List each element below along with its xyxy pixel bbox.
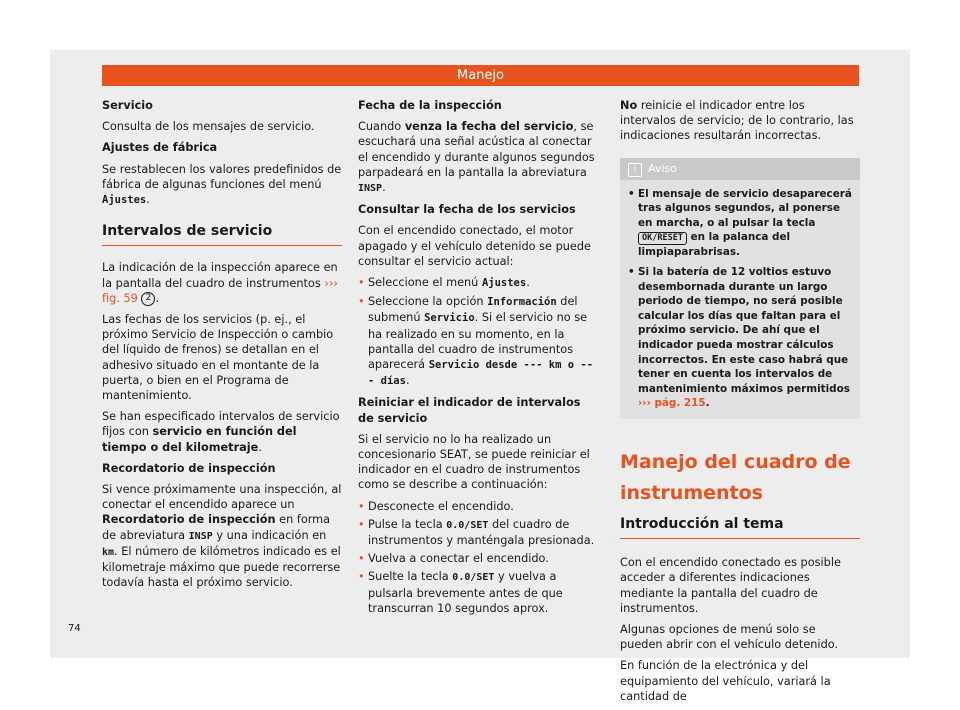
ok-reset-key-icon: OK/RESET [638,232,687,245]
column-left [102,98,342,596]
figure-callout-number: 2 [141,292,155,306]
bullet-icon: • [358,517,365,531]
set-key-icon: 0.0/SET [446,519,489,531]
list-item: • Seleccione el menú Ajustes. [358,276,530,290]
bullet-icon: • [358,499,365,513]
reiniciar-heading: Reiniciar el indicador de intervalos de servicio [358,396,581,425]
section-heading-introduccion: Introducción al tema [620,517,860,539]
km-icon: km [102,546,115,558]
servicio-heading: Servicio [102,99,153,112]
set-key-icon: 0.0/SET [452,572,495,584]
fig-link[interactable]: ››› fig. 59 [102,276,338,305]
list-item: • Seleccione la opción Información del submenú Servicio. Si el servicio no se ha realizado en su momento, en la pantalla del cuadro de instrumentos aparecerá Servicio desde --- km o --- días. [358,295,594,388]
intervalos-paragraph-1: La indicación de la inspección aparece en la pantalla del cuadro de instrumentos ››› fig. 59 2 . [102,261,338,305]
intervalos-paragraph-3: Se han especificado intervalos de servicio fijos con servicio en función del tiempo o del kilometraje. [102,410,340,454]
aviso-body [620,180,860,419]
intro-paragraph-2: Algunas opciones de menú solo se pueden abrir con el vehículo detenido. [620,622,839,652]
column-right [620,98,860,710]
list-item: • Pulse la tecla 0.0/SET del cuadro de instrumentos y manténgala presionada. [358,517,595,548]
column-middle [358,98,598,619]
chapter-title: Manejo del cuadro de instrumentos [620,450,851,504]
intro-paragraph-3: En función de la electrónica y del equipamiento del vehículo, variará la cantidad de [620,659,831,703]
consultar-heading: Consultar la fecha de los servicios [358,203,576,217]
fecha-heading: Fecha de la inspección [358,99,502,112]
list-item: • Si la batería de 12 voltios estuvo desembornada durante un largo periodo de tiempo, no será posible calcular los días que faltan para el próximo servicio. De ahí que el indicador pueda mostrar cálculos incorrectos. En este caso habrá que tener en cuenta los intervalos de mantenimiento máximos permitidos ››› pág. 215. [628,265,850,410]
list-item: • Suelte la tecla 0.0/SET y vuelva a pulsarla brevemente antes de que transcurran 10 segundos aprox. [358,570,563,615]
section-heading-intervalos: Intervalos de servicio [102,224,342,246]
bullet-icon: • [358,295,365,309]
page-header: Manejo [102,65,859,86]
insp-icon: INSP [358,183,383,195]
bullet-icon: • [628,265,635,278]
aviso-box [620,158,860,419]
ajustes-heading: Ajustes de fábrica [102,141,218,155]
bullet-icon: • [358,552,365,566]
consultar-paragraph: Con el encendido conectado, el motor apagado y el vehículo detenido se puede consultar el servicio actual: [358,224,591,268]
list-item: • Desconecte el encendido. [358,499,514,513]
ajustes-code: Ajustes [102,194,147,207]
recordatorio-heading: Recordatorio de inspección [102,461,276,475]
insp-icon: INSP [188,530,213,542]
no-reinicie-paragraph: No reinicie el indicador entre los intervalos de servicio; de lo contrario, las indicaciones resultarán incorrectas. [620,99,854,143]
bullet-icon: • [358,276,365,290]
list-item: • El mensaje de servicio desaparecerá tras algunos segundos, al ponerse en marcha, o al pulsar la tecla OK/RESET en la palanca del limpiaparabrisas. [628,187,852,259]
bullet-icon: • [628,187,635,200]
list-item: • Vuelva a conectar el encendido. [358,552,549,566]
aviso-header: i Aviso [620,158,860,180]
servicio-text: Consulta de los mensajes de servicio. [102,120,315,134]
page-link[interactable]: ››› pág. 215 [638,397,706,410]
intervalos-paragraph-2: Las fechas de los servicios (p. ej., el próximo Servicio de Inspección o cambio del líquido de frenos) se detallan en el adhesivo situado en el montante de la puerta, o bien en el Programa de mantenimiento. [102,313,334,403]
reiniciar-paragraph: Si el servicio no lo ha realizado un concesionario SEAT, se puede reiniciar el indicador en el cuadro de instrumentos como se describe a continuación: [358,432,590,492]
page-number: 74 [68,623,81,634]
recordatorio-paragraph: Si vence próximamente una inspección, al conectar el encendido aparece un Recordatorio de inspección en forma de abreviatura INSP y una indicación en km. El número de kilómetros indicado es el kilometraje máximo que puede recorrerse todavía hasta el próximo servicio. [102,483,342,590]
info-icon: i [628,163,642,177]
ajustes-paragraph: Se restablecen los valores predefinidos de fábrica de algunas funciones del menú Ajustes. [102,162,342,207]
intro-paragraph-1: Con el encendido conectado es posible acceder a diferentes indicaciones mediante la pantalla del cuadro de instrumentos. [620,556,841,615]
bullet-icon: • [358,570,365,584]
fecha-paragraph: Cuando venza la fecha del servicio, se escuchará una señal acústica al conectar el encendido y durante algunos segundos parpadeará en la pantalla la abreviatura INSP. [358,120,595,195]
